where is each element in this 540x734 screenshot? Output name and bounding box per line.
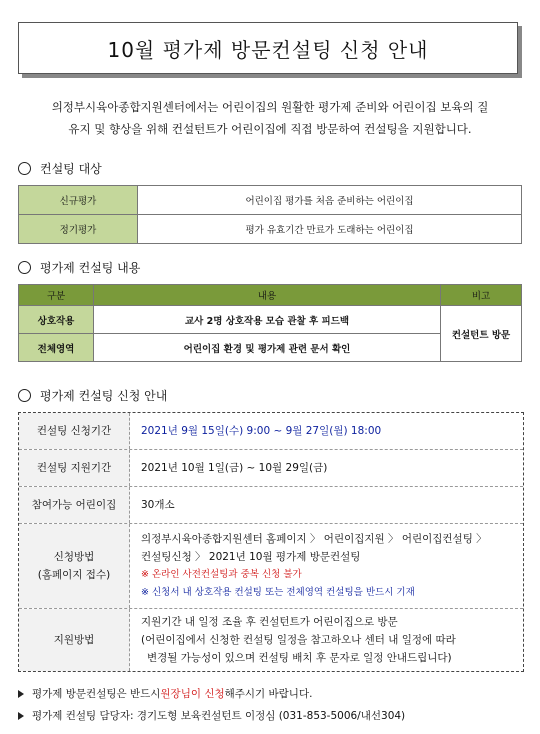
- footer-line-2: [18, 708, 405, 723]
- page-title: 10월 평가제 방문컨설팅 신청 안내: [18, 22, 518, 74]
- content-label-interaction: 상호작용: [19, 306, 94, 334]
- target-value-regular: 평가 유효기간 만료가 도래하는 어린이집: [138, 215, 522, 244]
- apply-row-way: [19, 609, 523, 671]
- footer-1-prefix: 평가제 방문컨설팅은 반드시: [32, 688, 161, 700]
- target-value-new: 어린이집 평가를 처음 준비하는 어린이집: [138, 186, 522, 215]
- table-header-row: [19, 285, 522, 306]
- content-table: [18, 284, 522, 362]
- method-label: [19, 524, 130, 608]
- method-label-2: (홈페이지 접수): [37, 569, 111, 581]
- section-apply-heading: [18, 387, 167, 404]
- section-target-heading: [18, 160, 102, 177]
- method-line-1: 의정부시육아종합지원센터 홈페이지 〉 어린이집지원 〉 어린이집컨설팅 〉: [141, 533, 487, 545]
- triangle-bullet-icon: [18, 690, 24, 698]
- circle-bullet-icon: [18, 389, 31, 402]
- method-label-1: 신청방법: [53, 551, 95, 563]
- method-note-2: ※ 신청서 내 상호작용 컨설팅 또는 전체영역 컨설팅을 반드시 기재: [141, 587, 415, 598]
- method-note-1: ※ 온라인 사전컨설팅과 중복 신청 불가: [141, 569, 302, 580]
- section-target-title: 컨설팅 대상: [40, 162, 102, 176]
- header-category: 구분: [19, 285, 94, 306]
- apply-row-support: [19, 450, 523, 487]
- way-line-3: 변경될 가능성이 있으며 컨설팅 배치 후 문자로 일정 안내드립니다): [147, 652, 452, 664]
- apply-info-box: [18, 412, 524, 672]
- content-value-interaction: 교사 2명 상호작용 모습 관찰 후 피드백: [94, 306, 441, 334]
- triangle-bullet-icon: [18, 712, 24, 720]
- header-content: 내용: [94, 285, 441, 306]
- way-line-2: (어린이집에서 신청한 컨설팅 일정을 참고하오나 센터 내 일정에 따라: [141, 634, 456, 646]
- table-row: [19, 306, 522, 334]
- header-note: 비고: [441, 285, 522, 306]
- count-value: 30개소: [141, 499, 175, 511]
- way-value: [141, 609, 517, 671]
- section-content-title: 평가제 컨설팅 내용: [40, 261, 141, 275]
- content-label-all: 전체영역: [19, 334, 94, 362]
- apply-row-count: [19, 487, 523, 524]
- section-apply-title: 평가제 컨설팅 신청 안내: [40, 389, 168, 403]
- content-value-all: 어린이집 환경 및 평가제 관련 문서 확인: [94, 334, 441, 362]
- method-line-2: 컨설팅신청 〉 2021년 10월 평가제 방문컨설팅: [141, 551, 361, 563]
- support-value: 2021년 10월 1일(금) ~ 10월 29일(금): [141, 462, 328, 474]
- table-row: [19, 215, 522, 244]
- circle-bullet-icon: [18, 162, 31, 175]
- count-label: 참여가능 어린이집: [19, 487, 130, 523]
- circle-bullet-icon: [18, 261, 31, 274]
- intro-line-2: 유지 및 향상을 위해 컨설턴트가 어린이집에 직접 방문하여 컨설팅을 지원합니다.: [68, 122, 472, 136]
- footer-1-suffix: 해주시기 바랍니다.: [224, 688, 313, 700]
- apply-row-method: [19, 524, 523, 609]
- intro-line-1: 의정부시육아종합지원센터에서는 어린이집의 원활한 평가제 준비와 어린이집 보육의 질: [51, 100, 489, 114]
- intro-text: [30, 96, 510, 140]
- footer-1-red: 원장님이 신청: [160, 688, 225, 700]
- section-content-heading: [18, 259, 140, 276]
- apply-row-period: [19, 413, 523, 450]
- support-label: 컨설팅 지원기간: [19, 450, 130, 486]
- target-table: [18, 185, 522, 244]
- target-label-regular: 정기평가: [19, 215, 138, 244]
- footer-2-text: 평가제 컨설팅 담당자: 경기도형 보육컨설턴트 이정심 (031-853-5006/내선304): [32, 710, 406, 722]
- method-value: [141, 524, 517, 608]
- table-row: [19, 186, 522, 215]
- period-label: 컨설팅 신청기간: [19, 413, 130, 449]
- footer-line-1: [18, 686, 312, 701]
- way-label: 지원방법: [19, 609, 130, 671]
- target-label-new: 신규평가: [19, 186, 138, 215]
- way-line-1: 지원기간 내 일정 조율 후 컨설턴트가 어린이집으로 방문: [141, 616, 398, 628]
- content-note: 컨설턴트 방문: [441, 306, 522, 362]
- period-value: 2021년 9월 15일(수) 9:00 ~ 9월 27일(월) 18:00: [141, 425, 382, 437]
